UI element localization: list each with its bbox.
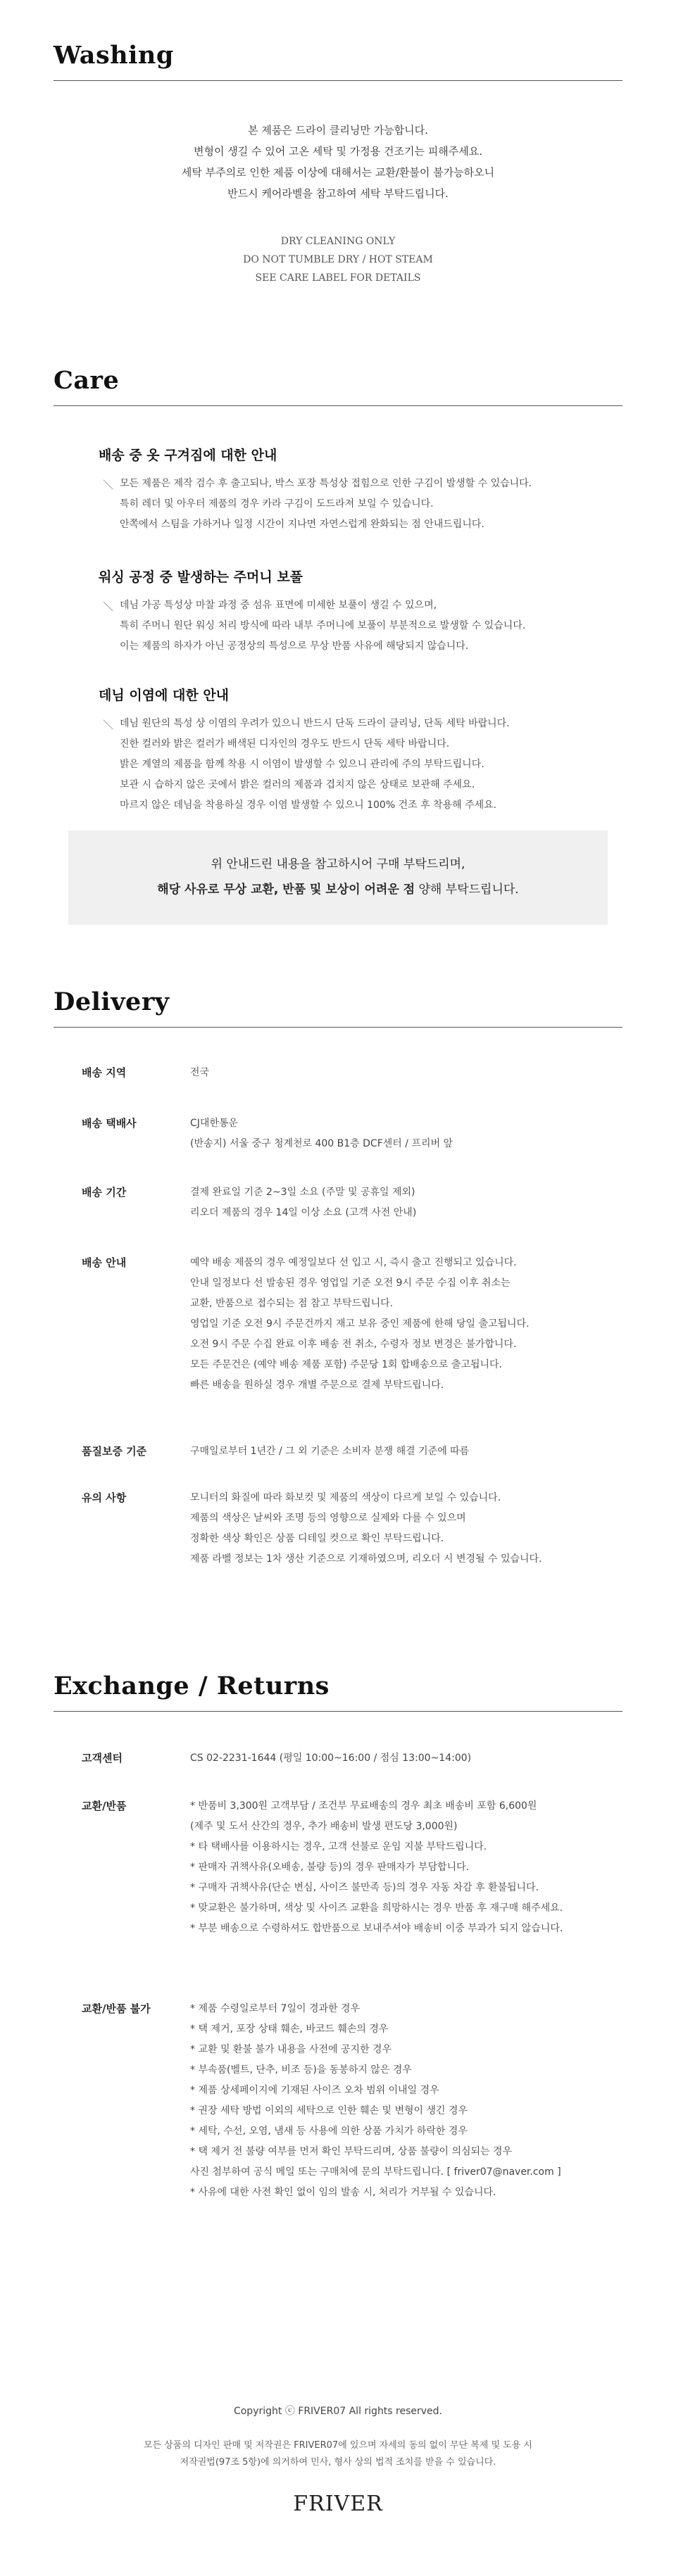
delivery-title: Delivery [54,987,170,1016]
backslash-mark-icon: ＼ [103,719,114,731]
row-line: 교환, 반품으로 접수되는 점 참고 부탁드립니다. [190,1298,394,1309]
care-heading: 배송 중 옷 구겨짐에 대한 안내 [99,448,277,463]
exchange-title: Exchange / Returns [54,1672,330,1700]
row-value [190,1999,561,2203]
row-label: 고객센터 [82,1752,123,1764]
notice-emphasis: 해당 사유로 무상 교환, 반품 및 보상이 어려운 점 [157,883,415,897]
row-line: 전국 [190,1067,210,1078]
notice-rest: 양해 부탁드립니다. [415,883,519,897]
care-line: 보관 시 습하지 않은 곳에서 밝은 컬러의 제품과 겹치지 않은 상태로 보관해 주세요. [120,779,475,790]
brand-logo: FRIVER [293,2492,383,2516]
row-line: * 부속품(벨트, 단추, 비조 등)을 동봉하지 않은 경우 [190,2064,412,2076]
row-line: 사진 첨부하여 공식 메일 또는 구매처에 문의 부탁드립니다. [ friver07@naver.com ] [190,2166,561,2178]
washing-korean-text [0,120,676,204]
care-heading: 워싱 공정 중 발생하는 주머니 보풀 [99,569,303,585]
row-label: 배송 안내 [82,1256,127,1269]
delivery-divider [54,1027,622,1028]
row-line: 영업일 기준 오전 9시 주문건까지 재고 보유 중인 제품에 한해 당일 출고됩니다. [190,1318,530,1330]
row-value [190,1488,542,1570]
row-value [190,1796,563,1939]
care-block-dye-transfer [99,685,634,816]
care-line: 안쪽에서 스팀을 가하거나 일정 시간이 지나면 자연스럽게 완화되는 점 안내드립니다. [120,519,484,530]
row-line: 리오더 제품의 경우 14일 이상 소요 (고객 사전 안내) [190,1207,417,1218]
row-line: (제주 및 도서 산간의 경우, 추가 배송비 발생 편도당 3,000원) [190,1821,458,1832]
row-line: 안내 일정보다 선 발송된 경우 영업일 기준 오전 9시 주문 수집 이후 취소는 [190,1277,511,1289]
row-line: * 사유에 대한 사전 확인 없이 임의 발송 시, 처리가 거부될 수 있습니다. [190,2187,496,2198]
row-line: * 권장 세탁 방법 이외의 세탁으로 인한 훼손 및 변형이 생긴 경우 [190,2105,468,2116]
care-line: 마르지 않은 데님을 착용하실 경우 이염 발생할 수 있으니 100% 건조 후 착용해 주세요. [120,800,497,811]
washing-en-line: DO NOT TUMBLE DRY / HOT STEAM [243,254,433,265]
row-line: * 택 제거, 포장 상태 훼손, 바코드 훼손의 경우 [190,2023,389,2035]
row-line: 오전 9시 주문 수집 완료 이후 배송 전 취소, 수령자 정보 변경은 불가합니다. [190,1339,517,1350]
notice-line: 모든 상품의 디자인 판매 및 저작권은 FRIVER07에 있으며 자세의 동의 없이 무단 복제 및 도용 시 [144,2440,532,2451]
notice-box [68,831,608,925]
care-heading: 데님 이염에 대한 안내 [99,688,230,703]
copyright-text: Copyright ⓒ FRIVER07 All rights reserved. [233,2406,443,2417]
row-line: * 제품 수령일로부터 7일이 경과한 경우 [190,2003,361,2014]
care-body [99,714,634,816]
notice-line-2 [68,877,608,902]
washing-english-text [0,232,676,287]
row-line: * 맞교환은 불가하며, 색상 및 사이즈 교환을 희망하시는 경우 반품 후 재구매 해주세요. [190,1902,563,1914]
washing-line: 세탁 부주의로 인한 제품 이상에 대해서는 교환/환불이 불가능하오니 [181,166,495,179]
row-line: * 반품비 3,300원 고객부담 / 조건부 무료배송의 경우 최초 배송비 포함 6,600원 [190,1800,537,1812]
notice-line-1: 위 안내드린 내용을 참고하시어 구매 부탁드리며, [211,857,465,871]
care-line: 진한 컬러와 밝은 컬러가 배색된 디자인의 경우도 반드시 단독 세탁 바랍니다. [120,738,450,750]
row-line: 모든 주문건은 (예약 배송 제품 포함) 주문당 1회 합배송으로 출고됩니다. [190,1359,503,1370]
row-value [190,1441,469,1462]
washing-en-line: DRY CLEANING ONLY [280,236,396,247]
row-line: CJ대한통운 [190,1118,239,1129]
row-line: * 부분 배송으로 수령하셔도 합반품으로 보내주셔야 배송비 이중 부과가 되지 않습니다. [190,1923,563,1934]
row-value [190,1113,453,1154]
row-line: * 구매자 귀책사유(단순 변심, 사이즈 불만족 등)의 경우 자동 차감 후 환불됩니다. [190,1882,539,1893]
row-value [190,1253,530,1396]
row-line: 제품의 색상은 날씨와 조명 등의 영향으로 실제와 다를 수 있으며 [190,1513,466,1524]
row-line: CS 02-2231-1644 (평일 10:00~16:00 / 점심 13:00~14:00) [190,1753,472,1764]
copyright-notice [0,2437,676,2471]
washing-line: 반드시 케어라벨을 참고하여 세탁 부탁드립니다. [227,187,449,200]
care-body [99,595,634,657]
row-line: 모니터의 화질에 따라 화보컷 및 제품의 색상이 다르게 보일 수 있습니다. [190,1492,501,1503]
row-line: * 택 제거 전 불량 여부를 먼저 확인 부탁드리며, 상품 불량이 의심되는 경우 [190,2146,513,2157]
care-line: 데님 원단의 특성 상 이염의 우려가 있으니 반드시 단독 드라이 클리닝, 단독 세탁 바랍니다. [120,718,510,729]
row-line: 정확한 색상 확인은 상품 디테일 컷으로 확인 부탁드립니다. [190,1533,444,1544]
care-line: 모든 제품은 제작 검수 후 출고되나, 박스 포장 특성상 접힘으로 인한 구김이 발생할 수 있습니다. [120,478,532,489]
row-label: 품질보증 기준 [82,1445,147,1458]
care-body [99,474,634,535]
row-line: 구매일로부터 1년간 / 그 외 기준은 소비자 분쟁 해결 기준에 따름 [190,1446,470,1457]
care-divider [54,405,622,406]
row-line: * 교환 및 환불 불가 내용을 사전에 공지한 경우 [190,2044,392,2055]
row-line: * 타 택배사를 이용하시는 경우, 고객 선불로 운임 지불 부탁드립니다. [190,1841,487,1852]
row-line: 예약 배송 제품의 경우 예정일보다 선 입고 시, 즉시 출고 진행되고 있습니다. [190,1257,517,1268]
washing-line: 본 제품은 드라이 클리닝만 가능합니다. [248,124,428,137]
row-label: 배송 택배사 [82,1117,137,1130]
row-line: * 제품 상세페이지에 기재된 사이즈 오차 범위 이내일 경우 [190,2085,439,2096]
backslash-mark-icon: ＼ [103,479,114,491]
washing-title: Washing [54,41,174,70]
row-value [190,1182,416,1223]
washing-en-line: SEE CARE LABEL FOR DETAILS [255,272,421,284]
row-line: (반송지) 서울 중구 청계천로 400 B1층 DCF센터 / 프리버 앞 [190,1138,453,1149]
care-block-wrinkle [99,445,634,535]
row-label: 배송 기간 [82,1186,127,1199]
care-block-pilling [99,567,634,657]
care-line: 특히 레더 및 아우터 제품의 경우 카라 구김이 도드라져 보일 수 있습니다. [120,498,434,510]
row-label: 배송 지역 [82,1066,127,1079]
row-value [190,1063,209,1083]
care-line: 밝은 계열의 제품을 함께 착용 시 이염이 발생할 수 있으니 관리에 주의 부탁드립니다. [120,759,484,770]
row-label: 교환/반품 불가 [82,2002,151,2015]
row-label: 교환/반품 [82,1800,127,1812]
notice-line: 저작권법(97조 5항)에 의거하여 민사, 형사 상의 법적 조치를 받을 수 있습니다. [180,2457,496,2468]
row-line: 결제 완료일 기준 2~3일 소요 (주말 및 공휴일 제외) [190,1187,415,1198]
row-line: 제품 라벨 정보는 1차 생산 기준으로 기재하였으며, 리오더 시 변경될 수 있습니다. [190,1553,542,1565]
row-value [190,1748,471,1769]
washing-line: 변형이 생길 수 있어 고온 세탁 및 가정용 건조기는 피해주세요. [194,145,482,158]
row-line: * 판매자 귀책사유(오배송, 불량 등)의 경우 판매자가 부담합니다. [190,1862,470,1873]
row-label: 유의 사항 [82,1491,127,1504]
row-line: 빠른 배송을 원하실 경우 개별 주문으로 결제 부탁드립니다. [190,1379,444,1391]
backslash-mark-icon: ＼ [103,600,114,613]
care-line: 특히 주머니 원단 워싱 처리 방식에 따라 내부 주머니에 보풀이 부분적으로 발생할 수 있습니다. [120,620,526,631]
care-line: 데님 가공 특성상 마찰 과정 중 섬유 표면에 미세한 보풀이 생길 수 있으며, [120,600,437,611]
row-line: * 세탁, 수선, 오염, 냄새 등 사용에 의한 상품 가치가 하락한 경우 [190,2126,468,2137]
care-title: Care [54,366,120,395]
exchange-divider [54,1711,622,1712]
washing-divider [54,80,622,81]
care-line: 이는 제품의 하자가 아닌 공정상의 특성으로 무상 반품 사유에 해당되지 않습니다. [120,640,469,652]
